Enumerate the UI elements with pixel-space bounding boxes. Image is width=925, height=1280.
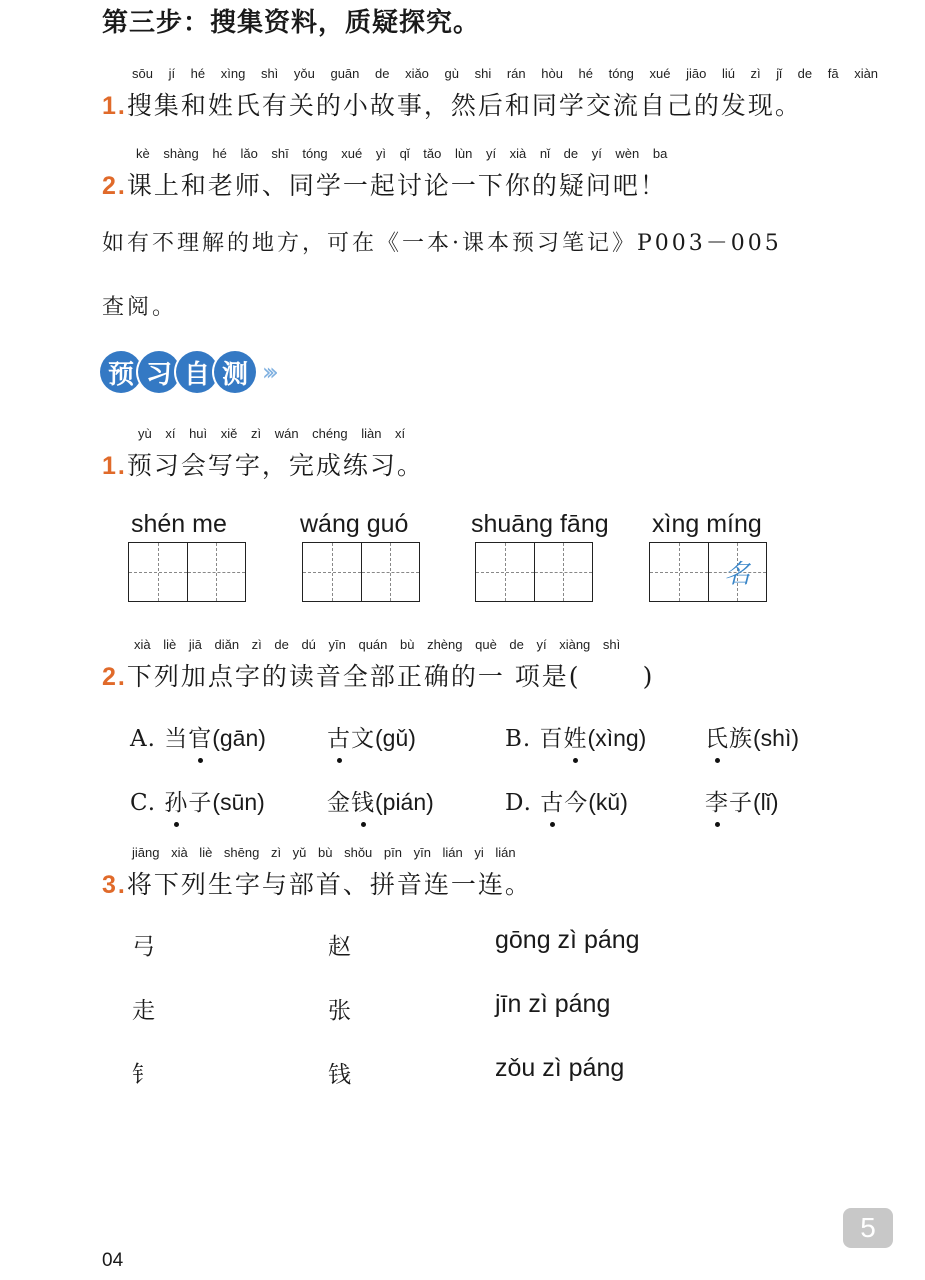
- option-pinyin: (gān): [212, 725, 266, 751]
- option-d-second: [705, 784, 779, 817]
- option-pinyin: (lǐ): [753, 789, 779, 815]
- badge-char: 预: [100, 351, 142, 393]
- grid-cell[interactable]: [303, 543, 362, 601]
- step3-question-1: [102, 86, 802, 122]
- writing-grid[interactable]: [649, 542, 767, 602]
- question-text: 下列加点字的读音全部正确的一 项是(: [126, 662, 581, 691]
- close-paren: ): [642, 662, 655, 691]
- badge-char: 自: [176, 351, 218, 393]
- option-char: 文: [351, 726, 375, 752]
- question-text: 预习会写字，完成练习。: [126, 451, 424, 480]
- note-line-2: 查阅。: [102, 295, 178, 320]
- match-character[interactable]: 钱: [328, 1062, 351, 1088]
- grid-cell[interactable]: [188, 543, 246, 601]
- grid-cell[interactable]: [129, 543, 188, 601]
- preview-question-2: [102, 657, 654, 693]
- writing-grid[interactable]: [302, 542, 420, 602]
- option-c-second: [327, 784, 434, 817]
- grid-pinyin: xìng míng: [652, 510, 762, 538]
- page-counter-badge[interactable]: 5: [843, 1208, 893, 1248]
- option-pinyin: (pián): [375, 789, 434, 815]
- dotted-char: 姓: [564, 720, 588, 753]
- dotted-char: 李: [705, 784, 729, 817]
- option-d[interactable]: [505, 784, 628, 817]
- grid-cell[interactable]: [362, 543, 420, 601]
- grid-cell[interactable]: [650, 543, 709, 601]
- page-number: 04: [102, 1250, 124, 1271]
- option-pinyin: (gǔ): [375, 725, 416, 751]
- pq2-pinyin: xià liè jiā diǎn zì de dú yīn quán bù zhèng què de yí xiàng shì: [134, 637, 621, 652]
- match-pinyin[interactable]: gōng zì páng: [495, 926, 640, 954]
- option-a-second: [327, 720, 416, 753]
- dotted-char: 古: [540, 784, 564, 817]
- option-char: 子: [188, 790, 213, 816]
- preview-question-3: [102, 865, 532, 901]
- question-text: 课上和老师、同学一起讨论一下你的疑问吧！: [126, 171, 667, 200]
- question-number: 1.: [102, 92, 127, 120]
- question-number: 1.: [102, 452, 127, 480]
- option-pinyin: (shì): [753, 725, 799, 751]
- step3-question-2: [102, 166, 667, 202]
- grid-cell[interactable]: [476, 543, 535, 601]
- option-char: 子: [729, 790, 753, 816]
- grid-cell[interactable]: [535, 543, 593, 601]
- note-line-1: 如有不理解的地方，可在《一本·课本预习笔记》P003－005: [102, 231, 782, 256]
- pq3-pinyin: jiāng xià liè shēng zì yǔ bù shǒu pīn yīn lián yi lián: [132, 845, 516, 860]
- writing-grid[interactable]: [475, 542, 593, 602]
- question-number: 2.: [102, 172, 127, 200]
- match-pinyin[interactable]: jīn zì páng: [495, 990, 611, 1018]
- grid-cell[interactable]: [709, 543, 767, 601]
- q2-pinyin: kè shàng hé lǎo shī tóng xué yì qǐ tǎo lùn yí xià nǐ de yí wèn ba: [136, 146, 668, 161]
- match-radical[interactable]: 弓: [132, 934, 155, 960]
- question-number: 3.: [102, 871, 127, 899]
- option-char: 族: [729, 726, 753, 752]
- option-pinyin: (xìng): [587, 725, 647, 751]
- option-label: D.: [505, 790, 532, 816]
- grid-pinyin: shuāng fāng: [471, 510, 609, 538]
- match-radical[interactable]: 钅: [132, 1062, 155, 1088]
- self-test-badge: [100, 352, 273, 392]
- option-c[interactable]: [130, 784, 265, 817]
- preview-question-1: [102, 446, 424, 482]
- dotted-char: 官: [188, 720, 212, 753]
- option-label: B.: [505, 726, 532, 752]
- match-radical[interactable]: 走: [132, 998, 155, 1024]
- option-char: 当: [164, 726, 189, 752]
- chevron-right-icon: ›››: [262, 358, 273, 386]
- badge-char: 习: [138, 351, 180, 393]
- option-char: 百: [539, 726, 564, 752]
- section-heading: 第三步：搜集资料，质疑探究。: [102, 8, 481, 38]
- match-character[interactable]: 赵: [328, 934, 351, 960]
- option-label: A.: [130, 726, 156, 752]
- q1-pinyin: sōu jí hé xìng shì yǒu guān de xiǎo gù shi rán hòu hé tóng xué jiāo liú zì jǐ de fā xiàn: [132, 66, 879, 81]
- question-text: 搜集和姓氏有关的小故事，然后和同学交流自己的发现。: [126, 91, 802, 120]
- option-char: 今: [564, 790, 589, 816]
- match-character[interactable]: 张: [328, 998, 351, 1024]
- question-text: 将下列生字与部首、拼音连一连。: [126, 870, 532, 899]
- option-b[interactable]: [505, 720, 646, 753]
- dotted-char: 古: [327, 720, 351, 753]
- option-pinyin: (sūn): [212, 789, 265, 815]
- question-number: 2.: [102, 663, 127, 691]
- badge-char: 测: [214, 351, 256, 393]
- pq1-pinyin: yù xí huì xiě zì wán chéng liàn xí: [138, 426, 406, 441]
- grid-pinyin: wáng guó: [300, 510, 409, 538]
- dotted-char: 钱: [351, 784, 375, 817]
- grid-pinyin: shén me: [131, 510, 227, 538]
- dotted-char: 孙: [164, 784, 188, 817]
- cell-char: 名: [724, 559, 751, 590]
- option-pinyin: (kǔ): [588, 789, 628, 815]
- dotted-char: 氏: [705, 720, 729, 753]
- option-label: C.: [130, 790, 157, 816]
- writing-grid[interactable]: [128, 542, 246, 602]
- option-b-second: [705, 720, 799, 753]
- match-pinyin[interactable]: zǒu zì páng: [495, 1054, 625, 1082]
- option-char: 金: [327, 790, 351, 816]
- option-a[interactable]: [130, 720, 266, 753]
